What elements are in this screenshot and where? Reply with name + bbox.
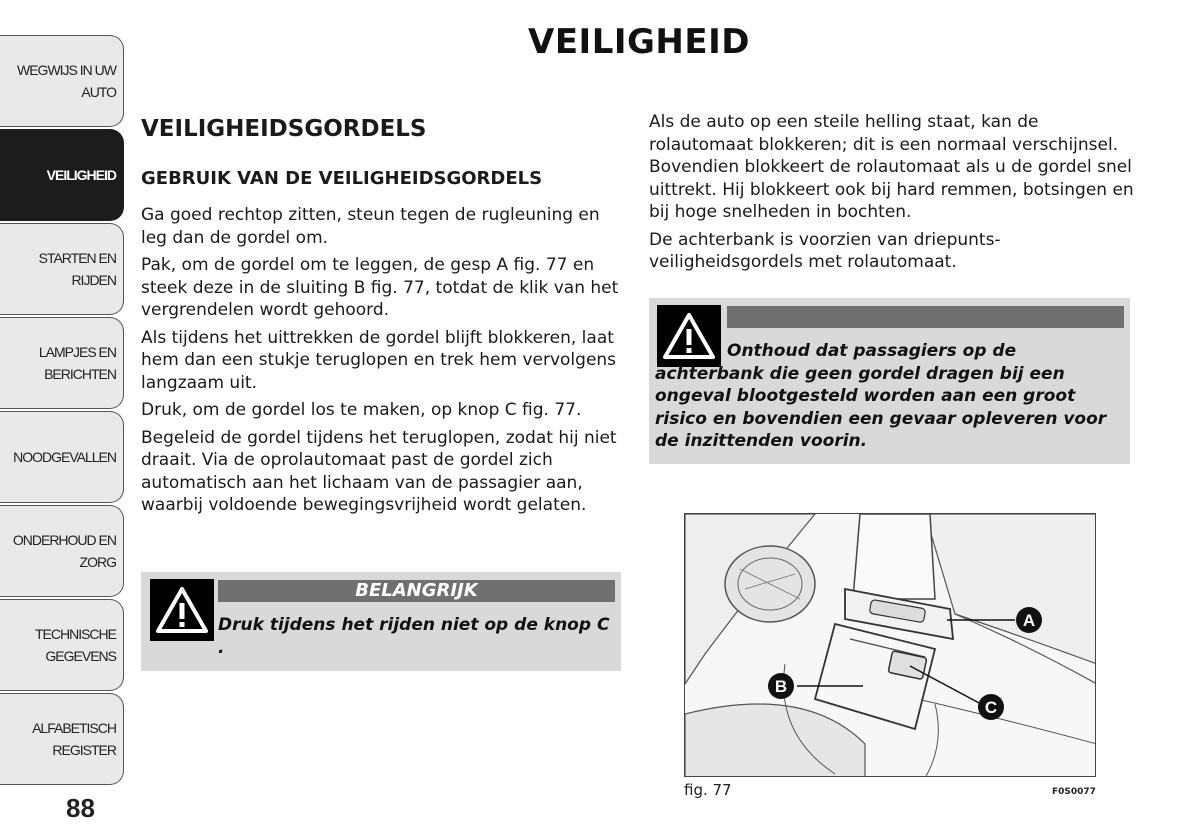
label-a: A <box>1022 611 1036 630</box>
warning-text: Druk tijdens het rijden niet op de knop C . <box>218 615 610 658</box>
page-title: VEILIGHEID <box>528 22 750 62</box>
sidebar-tab-starten[interactable] <box>0 223 124 315</box>
sidebar-tab-alfabetisch[interactable] <box>0 693 124 785</box>
sidebar-tab-label: NOODGEVALLEN <box>13 449 116 465</box>
sidebar-tab-veiligheid[interactable] <box>0 129 124 221</box>
warning-heading: BELANGRIJK <box>218 580 615 602</box>
warning-heading <box>727 306 1124 328</box>
sidebar-tab-label: LAMPJES EN BERICHTEN <box>38 344 116 382</box>
seatbelt-illustration <box>685 514 1096 777</box>
sidebar-tab-label: STARTEN EN RIJDEN <box>38 250 116 288</box>
sidebar-tab-onderhoud[interactable] <box>0 505 124 597</box>
paragraph: Ga goed rechtop zitten, steun tegen de rugleuning en leg dan de gordel om. <box>141 205 600 248</box>
warning-box-belangrijk <box>141 572 621 671</box>
sidebar-tab-lampjes[interactable] <box>0 317 124 409</box>
sidebar-tab-wegwijs[interactable] <box>0 35 124 127</box>
warning-triangle-icon <box>150 579 214 641</box>
figure-code: F0S0077 <box>1052 787 1096 797</box>
label-c: C <box>984 698 998 717</box>
sidebar-tab-technische[interactable] <box>0 599 124 691</box>
page-number: 88 <box>66 793 95 823</box>
left-column <box>141 204 623 522</box>
paragraph: Pak, om de gordel om te leggen, de gesp A fig. 77 en steek deze in de sluiting B fig. 77, totdat de klik van het vergrendelen wordt gehoord. <box>141 255 619 320</box>
paragraph: Begeleid de gordel tijdens het teruglopen, zodat hij niet draait. Via de oprolautomaat past de gordel zich automatisch aan het lichaam van de passagier aan, waarbij voldoende bewegingsvrijheid wordt gelaten. <box>141 427 617 515</box>
section-subtitle: GEBRUIK VAN DE VEILIGHEIDSGORDELS <box>141 168 543 189</box>
warning-text: Onthoud dat passagiers op de achterbank die geen gordel dragen bij een ongeval blootgesteld worden aan een groot risico en bovendien een gevaar opleveren voor de inzittenden voorin. <box>655 341 1107 451</box>
sidebar-tab-label: VEILIGHEID <box>46 167 116 183</box>
label-b: B <box>774 677 788 696</box>
section-title: VEILIGHEIDSGORDELS <box>141 116 427 142</box>
sidebar-tab-label: ONDERHOUD EN ZORG <box>12 532 116 570</box>
paragraph: Als tijdens het uittrekken de gordel blijft blokkeren, laat hem dan een stukje teruglopen en trek hem vervolgens langzaam uit. <box>141 327 617 393</box>
figure-caption: fig. 77 <box>684 781 732 799</box>
sidebar-tab-label: TECHNISCHE GEGEVENS <box>34 626 116 664</box>
sidebar-tab-noodgevallen[interactable] <box>0 411 124 503</box>
paragraph: Druk, om de gordel los te maken, op knop C fig. 77. <box>141 400 582 420</box>
sidebar-tab-label: WEGWIJS IN UW AUTO <box>17 62 116 100</box>
warning-box-passagiers <box>649 298 1130 464</box>
right-column <box>649 111 1134 279</box>
seatbelt-figure <box>684 513 1096 777</box>
paragraph: Als de auto op een steile helling staat, kan de rolautomaat blokkeren; dit is een normaal verschijnsel. Bovendien blokkeert de rolautomaat als u de gordel snel uittrekt. Hij blokkeert ook bij hard remmen, botsingen en bij hoge snelheden in bochten. <box>649 112 1134 222</box>
paragraph: De achterbank is voorzien van driepunts-veiligheidsgordels met rolautomaat. <box>649 229 1001 272</box>
sidebar-tab-label: ALFABETISCH REGISTER <box>32 720 116 758</box>
